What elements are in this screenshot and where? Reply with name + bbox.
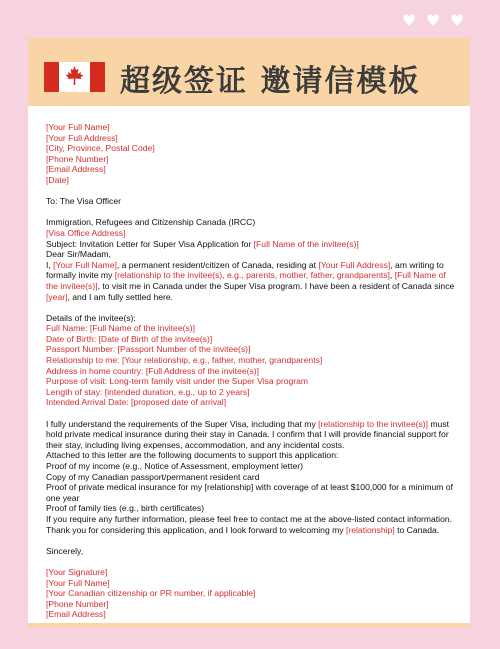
list-item: Intended Arrival Date: [proposed date of arrival] [46, 397, 227, 408]
signature-line: [Phone Number] [46, 598, 109, 609]
list-item: Full Name: [Full Name of the invitee(s)] [46, 323, 196, 334]
attached-line: Proof of my income (e.g., Notice of Assessment, employment letter) [46, 461, 303, 471]
signature-block [46, 567, 458, 620]
sender-line: [Date] [46, 174, 69, 185]
sender-line: [Email Address] [46, 164, 106, 175]
canada-flag [44, 62, 105, 92]
page-title: 超级签证 邀请信模板 [120, 64, 421, 99]
heart-icon: ♥ [402, 11, 417, 30]
letter-card [28, 38, 470, 623]
sender-line: [Phone Number] [46, 153, 109, 164]
heart-icon: ♥ [426, 11, 441, 30]
attached-line: If you require any further information, please feel free to contact me at the above-listed contact information. [46, 513, 453, 524]
title-banner [28, 38, 470, 106]
signature-line: [Email Address] [46, 609, 106, 620]
attached-line: Proof of family ties (e.g., birth certificates) [46, 503, 205, 514]
list-item: Date of Birth: [Date of Birth of the invitee(s)] [46, 333, 213, 344]
list-item: Address in home country: [Full Address of the invitee(s)] [46, 365, 260, 376]
hearts-decoration [402, 11, 465, 30]
intro-paragraph: I, [Your Full Name], a permanent resident/citizen of Canada, residing at [Your Full Address], am writing to formally invite my [relationship to the invitee(s), e.g., parents, mother, father, grandparents], [Full Name of the invitee(s)], to visit me in Canada under the Super Visa program. I have been a resident of Canada since [year], and I am fully settled here. [46, 259, 455, 302]
attached-line: Proof of private medical insurance for my [relationship] with coverage of at least $100,000 for a minimum of one year [46, 482, 453, 503]
office-address: [Visa Office Address] [46, 227, 126, 238]
signature-line: [Your Signature] [46, 566, 108, 577]
list-item: Purpose of visit: Long-term family visit under the Super Visa program [46, 376, 309, 387]
office-name: Immigration, Refugees and Citizenship Canada (IRCC) [46, 217, 256, 228]
letter-body [46, 122, 458, 620]
insurance-paragraph: I fully understand the requirements of the Super Visa, including that my [relationship to the invitee(s)] must hold private medical insurance during their stay in Canada. I confirm that I will provide financial support for their stay, including living expenses, accommodation, and any incidental costs. [46, 418, 450, 450]
sincerely: Sincerely, [46, 545, 84, 556]
details-list [46, 323, 458, 408]
attached-line: Copy of my Canadian passport/permanent resident card [46, 471, 260, 482]
closing-paragraph: Thank you for considering this application, and I look forward to welcoming my [relationship] to Canada. [46, 524, 440, 535]
sender-block [46, 122, 458, 186]
recipient-line: To: The Visa Officer [46, 196, 121, 207]
list-item: Relationship to me: [Your relationship, e.g., father, mother, grandparents] [46, 355, 323, 366]
subject-line: Subject: Invitation Letter for Super Visa Application for [Full Name of the invitee(s)] [46, 238, 359, 249]
attached-line: Attached to this letter are the following documents to support this application: [46, 450, 339, 461]
sender-line: [Your Full Name] [46, 122, 110, 132]
list-item: Length of stay: [intended duration, e.g., up to 2 years] [46, 386, 250, 397]
signature-line: [Your Canadian citizenship or PR number, if applicable] [46, 588, 256, 599]
heart-icon: ♥ [450, 11, 465, 30]
signature-line: [Your Full Name] [46, 577, 110, 588]
sender-line: [Your Full Address] [46, 132, 118, 143]
maple-leaf-icon [59, 62, 90, 92]
salutation: Dear Sir/Madam, [46, 249, 111, 260]
details-heading: Details of the invitee(s): [46, 312, 136, 323]
bottom-bar [28, 623, 470, 627]
list-item: Passport Number: [Passport Number of the invitee(s)] [46, 344, 251, 355]
sender-line: [City, Province, Postal Code] [46, 143, 155, 154]
